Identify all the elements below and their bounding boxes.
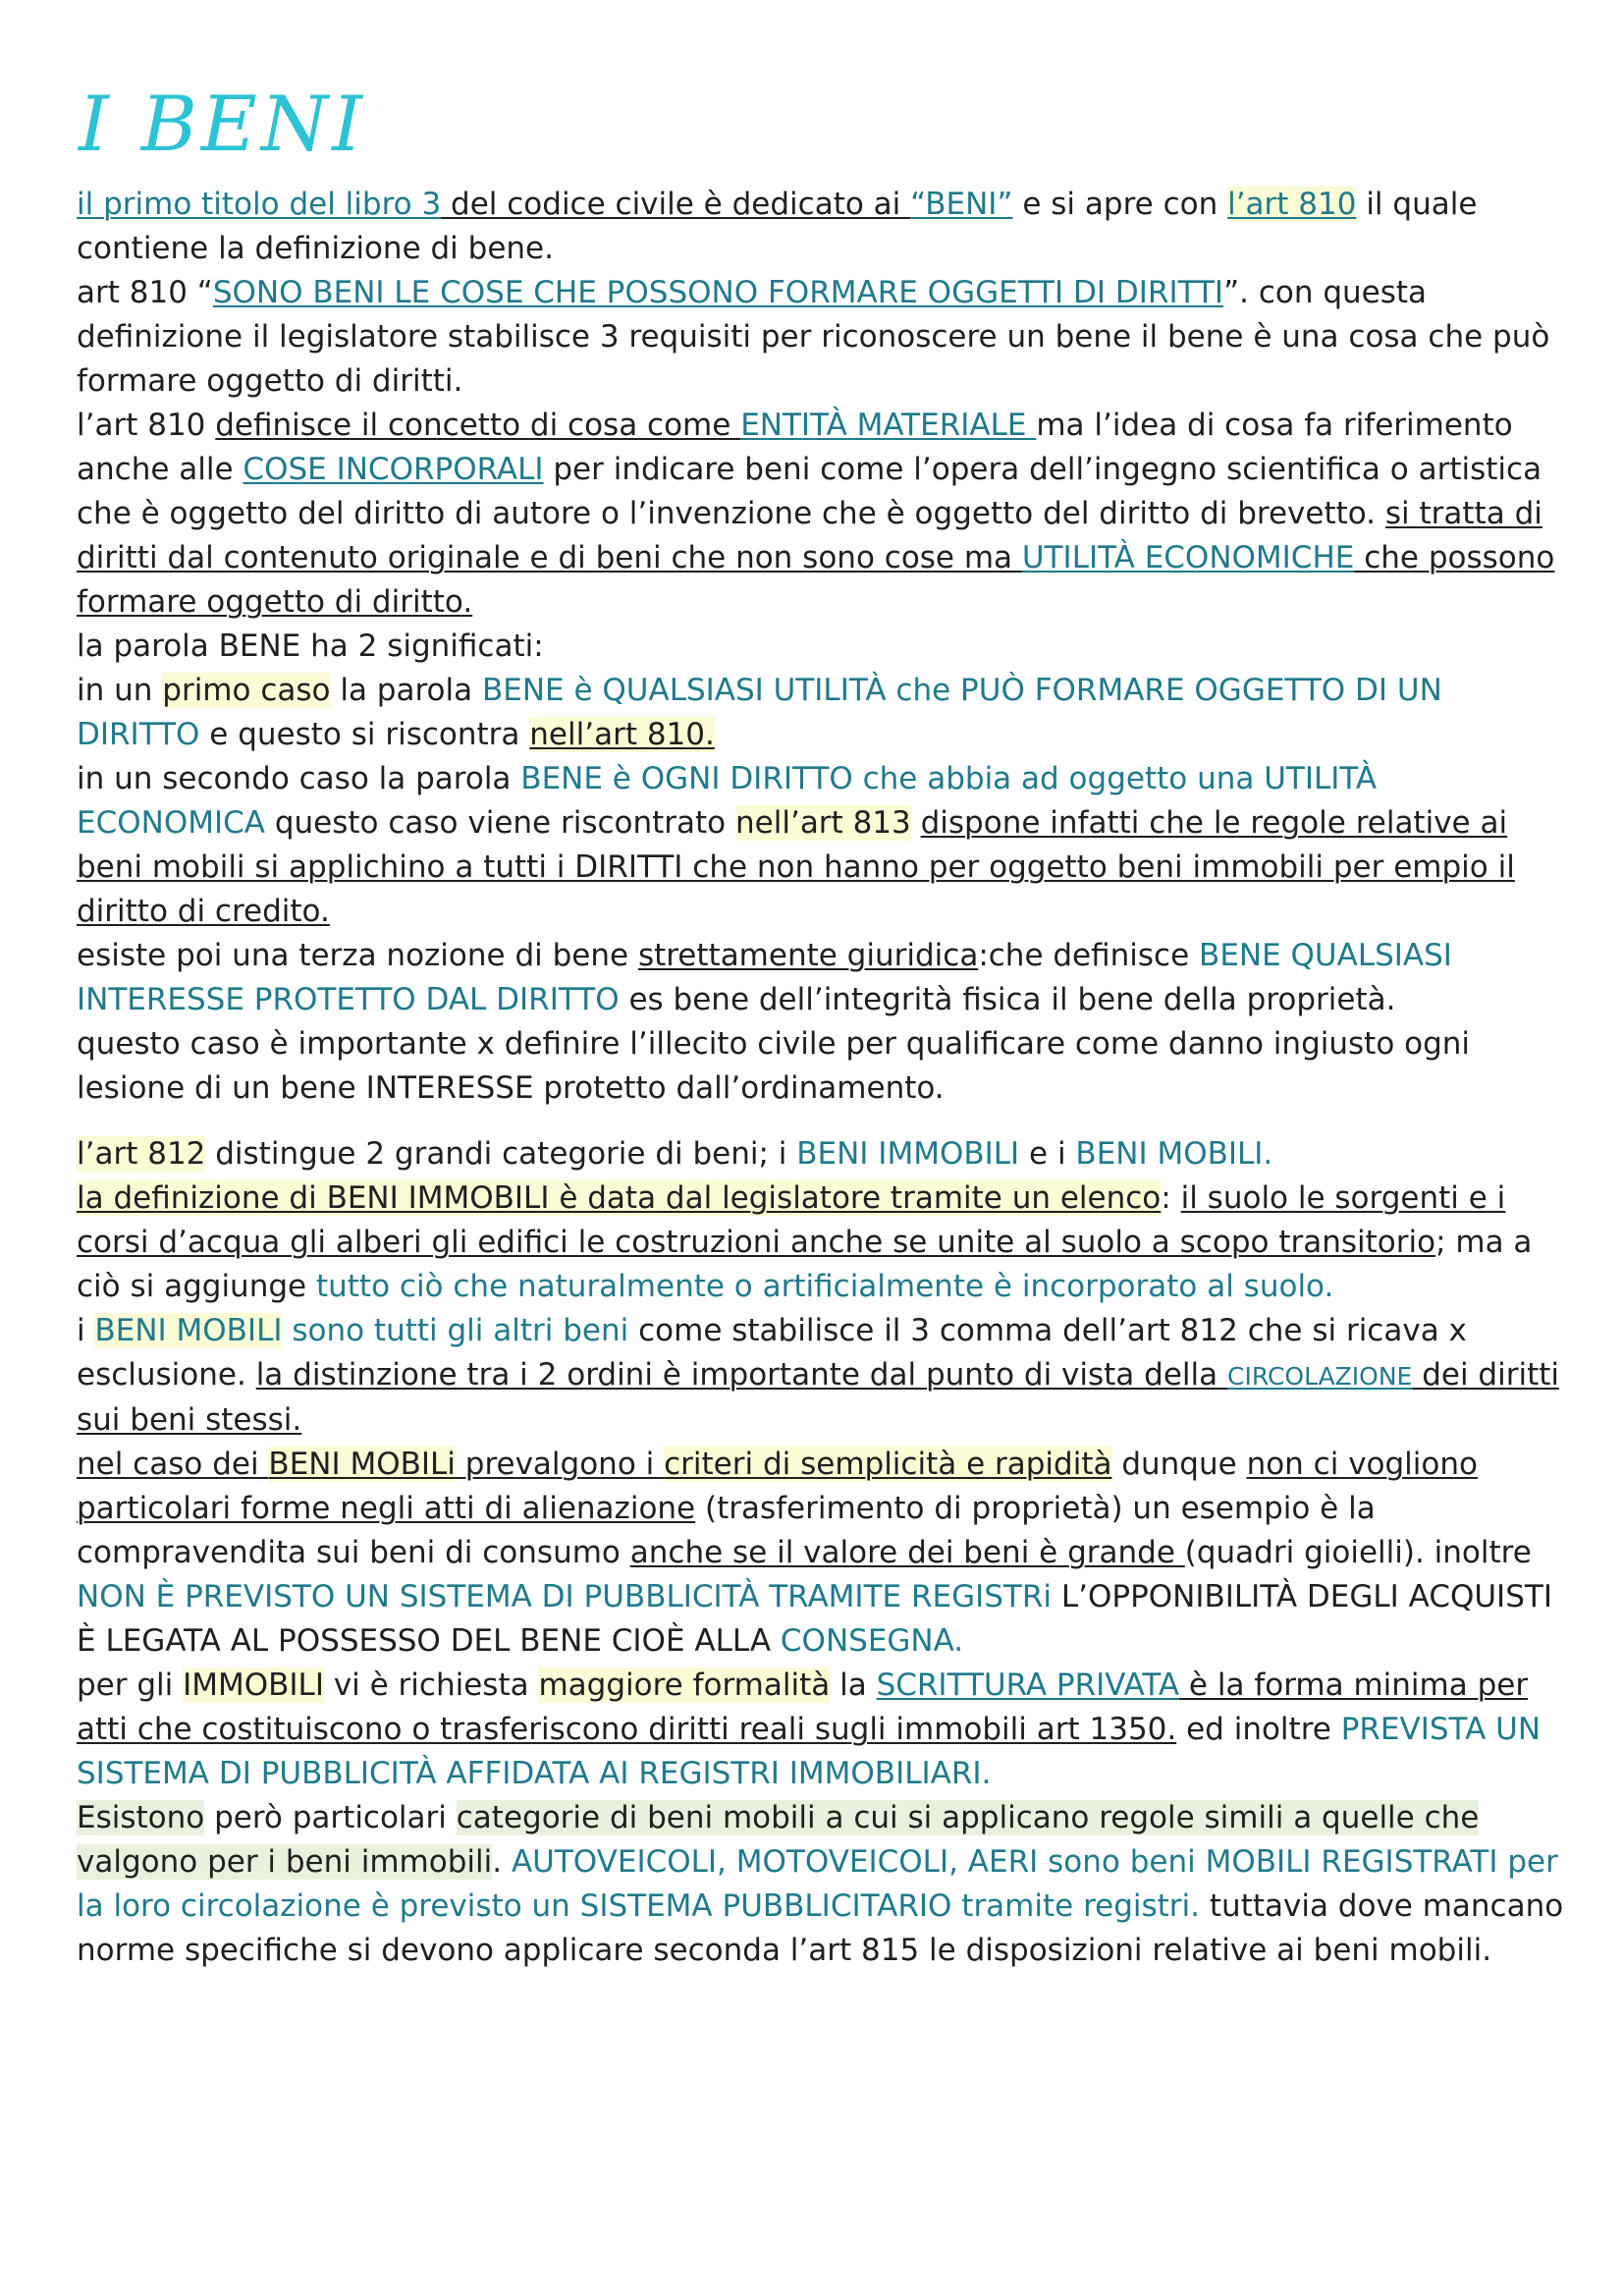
text-run: anche se il valore dei beni è grande [629,1535,1185,1570]
text-run: esiste poi una terza nozione di bene [77,938,638,973]
text-run: BENI MOBILI. [1075,1136,1273,1172]
text-run: non ci vogliono particolari forme negli atti di alienazione [77,1447,1478,1526]
text-run: nel caso dei [77,1447,269,1482]
text-run: però particolari [204,1800,457,1835]
paragraph-6 [77,757,1564,934]
text-run: : [1161,1180,1181,1216]
page-title: I BENI [79,81,366,169]
text-run: si tratta di diritti dal contenuto originale e di beni che non sono cose ma [77,496,1542,575]
text-run: SCRITTURA PRIVATA [876,1667,1180,1703]
text-run: BENE è QUALSIASI UTILITÀ che PUÒ FORMARE OGGETTO DI UN DIRITTO [77,673,1442,752]
text-run: ed inoltre [1176,1712,1341,1747]
text-run: art 810 “ [77,275,213,310]
text-run: ma l’idea di cosa fa riferimento anche alle [77,408,1513,487]
text-run: per gli [77,1667,184,1703]
paragraph-13 [77,1664,1564,1796]
text-run [282,1313,292,1348]
text-run: nell’art 810. [529,717,715,752]
text-run: e questo si riscontra [199,717,530,752]
text-run: categorie di beni mobili a cui si applicano regole simili a quelle che valgono per i beni immobili [77,1800,1480,1880]
text-run: la [830,1667,877,1703]
text-run: i [77,1313,95,1348]
text-run: strettamente giuridica [637,938,979,973]
text-run: primo caso [162,673,331,708]
text-run: tuttavia dove mancano norme specifiche si devono applicare seconda l’art 815 le disposizioni relative ai beni mobili. [77,1888,1564,1968]
text-run: UTILITÀ ECONOMICHE [1021,540,1355,575]
text-run: BENI MOBILi [268,1447,456,1482]
paragraph-9 [77,1132,1564,1176]
text-run: vi è richiesta [323,1667,539,1703]
text-run: BENE QUALSIASI INTERESSE PROTETTO DAL DIRITTO [77,938,1452,1017]
text-run: ”. con questa definizione il legislatore stabilisce 3 requisiti per riconoscere un bene il bene è una cosa che può formare oggetto di diritti. [77,275,1550,399]
text-run: in un secondo caso la parola [77,761,521,796]
paragraph-10 [77,1176,1564,1309]
text-run: definisce il concetto di cosa come [215,408,741,443]
text-run [911,805,921,841]
text-run: NON È PREVISTO UN SISTEMA DI PUBBLICITÀ TRAMITE REGISTRi [77,1579,1052,1614]
text-run: l’art 812 [77,1136,206,1172]
text-run: L’OPPONIBILITÀ DEGLI ACQUISTI È LEGATA AL POSSESSO DEL BENE CIOÈ ALLA [77,1579,1552,1659]
text-run: BENI IMMOBILI [796,1136,1020,1172]
text-run: :che definisce [978,938,1200,973]
paragraph-4 [77,625,1564,669]
text-run: è la forma minima per atti che costituiscono o trasferiscono diritti reali sugli immobili art 1350. [77,1667,1529,1747]
text-run: del codice civile è dedicato ai [441,187,911,222]
text-run: questo caso è importante x definire l’illecito civile per qualificare come danno ingiusto ogni lesione di un bene INTERESSE protetto dall’ordinamento. [77,1026,1471,1106]
text-run: (trasferimento di proprietà) un esempio è la compravendita sui beni di consumo [77,1491,1376,1570]
text-run: l’art 810 [1227,187,1357,222]
text-run: in un [77,673,163,708]
text-run: dispone infatti che le regole relative ai beni mobili si applichino a tutti i DIRITTI che non hanno per oggetto beni immobili per empio il diritto di credito. [77,805,1515,929]
paragraph-3 [77,404,1564,625]
paragraph-8 [77,1022,1564,1111]
text-run: “BENI” [910,187,1013,222]
paragraph-5 [77,669,1564,757]
text-run: BENI MOBILI [94,1313,283,1348]
text-run: tutto ciò che naturalmente o artificialmente è incorporato al suolo. [315,1269,1334,1304]
text-run: CIRCOLAZIONE [1226,1362,1413,1391]
paragraph-1 [77,183,1564,271]
text-run: PREVISTA UN SISTEMA DI PUBBLICITÀ AFFIDATA AI REGISTRI IMMOBILIARI. [77,1712,1542,1791]
paragraph-11 [77,1309,1564,1443]
text-run: il primo titolo del libro 3 [77,187,442,222]
paragraph-2 [77,271,1564,404]
text-run: e si apre con [1012,187,1228,222]
text-run: come stabilisce il 3 comma dell’art 812 che si ricava x esclusione. [77,1313,1467,1393]
text-run: questo caso viene riscontrato [264,805,736,841]
paragraph-12 [77,1443,1564,1664]
text-run: e i [1019,1136,1076,1172]
text-run: che possono formare oggetto di diritto. [77,540,1555,620]
text-run: dei diritti sui beni stessi. [77,1357,1560,1438]
text-run: il quale contiene la definizione di bene. [77,187,1478,266]
text-run: per indicare beni come l’opera dell’ingegno scientifica o artistica che è oggetto del diritto di autore o l’invenzione che è oggetto del diritto di brevetto. [77,452,1542,531]
text-run: la parola [330,673,482,708]
text-run: il suolo le sorgenti e i corsi d’acqua gli alberi gli edifici le costruzioni anche se unite al suolo a scopo transitorio [77,1180,1506,1260]
text-run: BENE è OGNI DIRITTO che abbia ad oggetto una UTILITÀ ECONOMICA [77,761,1378,841]
text-run: nell’art 813 [735,805,911,841]
text-run: (quadri gioielli). inoltre [1184,1535,1532,1570]
document-body [77,183,1564,1973]
text-run: ; ma a ciò si aggiunge [77,1225,1533,1304]
text-run: la definizione di BENI IMMOBILI è data dal legislatore tramite un elenco [77,1180,1162,1216]
text-run: COSE INCORPORALI [243,452,544,487]
paragraph-14 [77,1796,1564,1973]
text-run: ENTITÀ MATERIALE [740,408,1037,443]
text-run: la distinzione tra i 2 ordini è importante dal punto di vista della [255,1357,1227,1393]
text-run: IMMOBILI [183,1667,324,1703]
text-run: distingue 2 grandi categorie di beni; i [205,1136,797,1172]
text-run: la parola BENE ha 2 significati: [77,629,544,664]
text-run: maggiore formalità [538,1667,831,1703]
text-run: CONSEGNA. [780,1623,964,1659]
text-run: . [492,1844,512,1880]
paragraph-7 [77,934,1564,1022]
text-run: criteri di semplicità e rapidità [664,1447,1112,1482]
text-run: AUTOVEICOLI, MOTOVEICOLI, AERI sono beni MOBILI REGISTRATI per la loro circolazione è previsto un SISTEMA PUBBLICITARIO tramite registri. [77,1844,1558,1924]
text-run: prevalgono i [455,1447,665,1482]
text-run: Esistono [77,1800,205,1835]
text-run: SONO BENI LE COSE CHE POSSONO FORMARE OGGETTI DI DIRITTI [212,275,1224,310]
text-run: l’art 810 [77,408,216,443]
text-run: es bene dell’integrità fisica il bene della proprietà. [619,982,1396,1017]
text-run: sono tutti gli altri beni [292,1313,629,1348]
text-run: dunque [1111,1447,1247,1482]
